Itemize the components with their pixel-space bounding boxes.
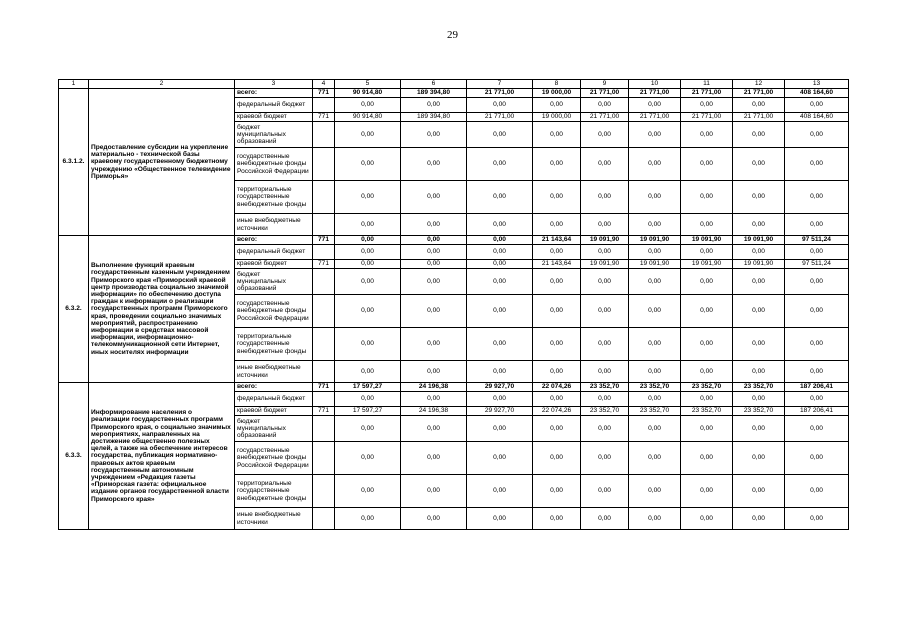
amount-cell: 0,00 [629,392,681,407]
amount-cell: 0,00 [785,416,849,442]
amount-cell: 19 091,90 [629,260,681,269]
amount-cell: 0,00 [733,122,785,148]
amount-cell: 0,00 [533,98,581,113]
amount-cell: 0,00 [335,328,401,361]
column-header: 5 [335,80,401,89]
funding-source: государственные внебюджетные фонды Российской Федерации [235,295,313,328]
amount-cell: 21 771,00 [467,113,533,122]
amount-cell: 0,00 [681,475,733,508]
amount-cell: 0,00 [401,122,467,148]
amount-cell: 0,00 [785,98,849,113]
amount-cell: 0,00 [581,245,629,260]
funding-source: территориальные государственные внебюджетные фонды [235,181,313,214]
amount-cell: 0,00 [467,295,533,328]
amount-cell: 0,00 [467,508,533,530]
amount-cell: 0,00 [681,122,733,148]
admin-code [313,214,335,236]
amount-cell: 24 196,38 [401,407,467,416]
admin-code: 771 [313,113,335,122]
funding-source: всего: [235,383,313,392]
funding-source: всего: [235,89,313,98]
amount-cell: 21 771,00 [581,113,629,122]
amount-cell: 0,00 [533,122,581,148]
funding-source: иные внебюджетные источники [235,508,313,530]
admin-code [313,361,335,383]
amount-cell: 0,00 [681,328,733,361]
column-header: 8 [533,80,581,89]
column-header: 13 [785,80,849,89]
column-header: 9 [581,80,629,89]
amount-cell: 0,00 [533,508,581,530]
amount-cell: 187 206,41 [785,383,849,392]
column-header: 10 [629,80,681,89]
amount-cell: 0,00 [533,361,581,383]
amount-cell: 22 074,26 [533,383,581,392]
column-header: 12 [733,80,785,89]
amount-cell: 0,00 [335,475,401,508]
amount-cell: 0,00 [335,245,401,260]
amount-cell: 0,00 [467,442,533,475]
amount-cell: 0,00 [733,245,785,260]
amount-cell: 408 164,60 [785,89,849,98]
funding-source: иные внебюджетные источники [235,214,313,236]
funding-source: краевой бюджет [235,260,313,269]
amount-cell: 19 091,90 [629,236,681,245]
amount-cell: 23 352,70 [581,383,629,392]
amount-cell: 0,00 [401,328,467,361]
amount-cell: 0,00 [629,181,681,214]
funding-source: краевой бюджет [235,113,313,122]
amount-cell: 187 206,41 [785,407,849,416]
amount-cell: 0,00 [629,295,681,328]
amount-cell: 21 771,00 [629,113,681,122]
funding-source: краевой бюджет [235,407,313,416]
amount-cell: 0,00 [629,245,681,260]
amount-cell: 19 091,90 [681,260,733,269]
amount-cell: 0,00 [581,475,629,508]
admin-code [313,508,335,530]
amount-cell: 0,00 [401,416,467,442]
column-header: 2 [89,80,235,89]
amount-cell: 21 771,00 [733,113,785,122]
amount-cell: 0,00 [785,442,849,475]
amount-cell: 21 771,00 [733,89,785,98]
admin-code [313,245,335,260]
amount-cell: 19 000,00 [533,113,581,122]
admin-code: 771 [313,89,335,98]
amount-cell: 0,00 [533,269,581,295]
amount-cell: 0,00 [533,442,581,475]
amount-cell: 0,00 [533,416,581,442]
amount-cell: 0,00 [335,392,401,407]
amount-cell: 189 394,80 [401,113,467,122]
amount-cell: 97 511,24 [785,236,849,245]
amount-cell: 0,00 [467,269,533,295]
amount-cell: 0,00 [335,181,401,214]
amount-cell: 0,00 [533,295,581,328]
amount-cell: 0,00 [733,392,785,407]
amount-cell: 0,00 [733,361,785,383]
admin-code [313,475,335,508]
amount-cell: 22 074,26 [533,407,581,416]
amount-cell: 23 352,70 [629,407,681,416]
amount-cell: 0,00 [581,442,629,475]
column-header: 11 [681,80,733,89]
amount-cell: 0,00 [785,214,849,236]
funding-source: федеральный бюджет [235,98,313,113]
amount-cell: 0,00 [785,475,849,508]
admin-code [313,148,335,181]
amount-cell: 19 000,00 [533,89,581,98]
amount-cell: 0,00 [733,214,785,236]
amount-cell: 19 091,90 [581,236,629,245]
admin-code [313,98,335,113]
amount-cell: 0,00 [681,181,733,214]
admin-code [313,269,335,295]
amount-cell: 0,00 [785,122,849,148]
amount-cell: 17 597,27 [335,383,401,392]
amount-cell: 0,00 [467,392,533,407]
amount-cell: 0,00 [335,416,401,442]
admin-code [313,442,335,475]
amount-cell: 0,00 [335,214,401,236]
funding-source: бюджет муниципальных образований [235,416,313,442]
amount-cell: 97 511,24 [785,260,849,269]
amount-cell: 19 091,90 [581,260,629,269]
amount-cell: 21 771,00 [681,113,733,122]
amount-cell: 0,00 [467,181,533,214]
amount-cell: 0,00 [401,392,467,407]
amount-cell: 0,00 [401,475,467,508]
amount-cell: 0,00 [581,269,629,295]
amount-cell: 0,00 [733,416,785,442]
amount-cell: 21 771,00 [581,89,629,98]
amount-cell: 0,00 [629,328,681,361]
amount-cell: 0,00 [581,392,629,407]
amount-cell: 0,00 [581,181,629,214]
amount-cell: 23 352,70 [733,383,785,392]
amount-cell: 21 771,00 [629,89,681,98]
amount-cell: 0,00 [733,442,785,475]
amount-cell: 0,00 [401,98,467,113]
amount-cell: 0,00 [681,214,733,236]
amount-cell: 0,00 [401,148,467,181]
amount-cell: 0,00 [681,269,733,295]
admin-code [313,392,335,407]
amount-cell: 0,00 [733,181,785,214]
item-code: 6.3.1.2. [59,89,89,236]
admin-code: 771 [313,407,335,416]
amount-cell: 0,00 [335,148,401,181]
item-description: Выполнение функций краевым государственным казенным учреждением Приморского края «Приморский краевой центр производства социально значимой информации» по обеспечению доступа граждан к информации о реализации государственных программ Приморского края, проведении социально значимых мероприятий, распространению информации в средствах массовой информации, информационно-телекоммуникационной сети Интернет, иных носителях информации [89,236,235,383]
amount-cell: 23 352,70 [581,407,629,416]
column-header: 7 [467,80,533,89]
amount-cell: 0,00 [401,295,467,328]
table-row [59,383,849,392]
amount-cell: 0,00 [335,236,401,245]
budget-table [58,79,849,530]
amount-cell: 0,00 [335,295,401,328]
item-description: Информирование населения о реализации государственных программ Приморского края, о социально значимых мероприятиях, направленных на достижение общественно полезных целей, а также на обеспечение интересов государства, публикация нормативно-правовых актов краевым государственным автономным учреждением «Редакция газеты «Приморская газета: официальное издание органов государственной власти Приморского края» [89,383,235,530]
admin-code: 771 [313,260,335,269]
amount-cell: 21 143,64 [533,260,581,269]
column-header: 6 [401,80,467,89]
amount-cell: 0,00 [533,245,581,260]
funding-source: всего: [235,236,313,245]
amount-cell: 29 927,70 [467,407,533,416]
amount-cell: 19 091,90 [733,260,785,269]
amount-cell: 0,00 [733,475,785,508]
amount-cell: 0,00 [401,508,467,530]
amount-cell: 0,00 [581,122,629,148]
amount-cell: 0,00 [467,122,533,148]
amount-cell: 0,00 [629,508,681,530]
admin-code [313,181,335,214]
amount-cell: 0,00 [467,214,533,236]
amount-cell: 23 352,70 [629,383,681,392]
amount-cell: 21 771,00 [681,89,733,98]
amount-cell: 0,00 [681,148,733,181]
amount-cell: 0,00 [681,508,733,530]
amount-cell: 0,00 [733,148,785,181]
amount-cell: 24 196,38 [401,383,467,392]
admin-code [313,328,335,361]
amount-cell: 21 771,00 [467,89,533,98]
funding-source: государственные внебюджетные фонды Российской Федерации [235,148,313,181]
amount-cell: 0,00 [335,442,401,475]
funding-source: бюджет муниципальных образований [235,122,313,148]
amount-cell: 0,00 [581,214,629,236]
column-header: 1 [59,80,89,89]
item-code: 6.3.3. [59,383,89,530]
amount-cell: 0,00 [335,508,401,530]
amount-cell: 0,00 [785,269,849,295]
amount-cell: 0,00 [629,269,681,295]
funding-source: иные внебюджетные источники [235,361,313,383]
amount-cell: 0,00 [785,361,849,383]
amount-cell: 0,00 [533,392,581,407]
amount-cell: 0,00 [401,361,467,383]
amount-cell: 0,00 [785,295,849,328]
amount-cell: 29 927,70 [467,383,533,392]
amount-cell: 0,00 [785,328,849,361]
amount-cell: 19 091,90 [733,236,785,245]
amount-cell: 0,00 [467,361,533,383]
amount-cell: 0,00 [581,98,629,113]
amount-cell: 21 143,64 [533,236,581,245]
amount-cell: 0,00 [681,295,733,328]
amount-cell: 0,00 [681,416,733,442]
amount-cell: 0,00 [581,328,629,361]
amount-cell: 408 164,60 [785,113,849,122]
column-header: 3 [235,80,313,89]
amount-cell: 0,00 [335,98,401,113]
amount-cell: 0,00 [733,98,785,113]
amount-cell: 0,00 [533,475,581,508]
amount-cell: 0,00 [785,392,849,407]
amount-cell: 0,00 [681,442,733,475]
admin-code: 771 [313,236,335,245]
amount-cell: 0,00 [629,361,681,383]
funding-source: территориальные государственные внебюджетные фонды [235,475,313,508]
funding-source: федеральный бюджет [235,245,313,260]
admin-code [313,295,335,328]
amount-cell: 0,00 [467,328,533,361]
amount-cell: 0,00 [401,442,467,475]
amount-cell: 0,00 [785,148,849,181]
amount-cell: 0,00 [785,245,849,260]
amount-cell: 0,00 [581,148,629,181]
amount-cell: 0,00 [533,148,581,181]
amount-cell: 0,00 [681,392,733,407]
amount-cell: 0,00 [335,269,401,295]
amount-cell: 0,00 [401,236,467,245]
amount-cell: 23 352,70 [681,383,733,392]
amount-cell: 0,00 [401,269,467,295]
amount-cell: 0,00 [335,361,401,383]
amount-cell: 0,00 [581,508,629,530]
amount-cell: 0,00 [401,245,467,260]
admin-code [313,416,335,442]
amount-cell: 0,00 [335,122,401,148]
amount-cell: 0,00 [681,245,733,260]
amount-cell: 0,00 [581,416,629,442]
amount-cell: 0,00 [467,475,533,508]
amount-cell: 0,00 [401,181,467,214]
amount-cell: 0,00 [629,122,681,148]
admin-code [313,122,335,148]
amount-cell: 0,00 [629,148,681,181]
item-description: Предоставление субсидии на укрепление материально - технической базы краевому государственному бюджетному учреждению «Общественное телевидение Приморья» [89,89,235,236]
funding-source: территориальные государственные внебюджетные фонды [235,328,313,361]
amount-cell: 0,00 [629,214,681,236]
page-number: 29 [447,29,458,41]
amount-cell: 0,00 [785,508,849,530]
amount-cell: 0,00 [785,181,849,214]
amount-cell: 0,00 [733,508,785,530]
amount-cell: 0,00 [533,214,581,236]
funding-source: государственные внебюджетные фонды Российской Федерации [235,442,313,475]
amount-cell: 0,00 [467,148,533,181]
amount-cell: 0,00 [629,98,681,113]
funding-source: бюджет муниципальных образований [235,269,313,295]
amount-cell: 0,00 [467,260,533,269]
amount-cell: 0,00 [629,416,681,442]
amount-cell: 0,00 [467,245,533,260]
amount-cell: 0,00 [629,475,681,508]
amount-cell: 0,00 [335,260,401,269]
amount-cell: 0,00 [533,328,581,361]
amount-cell: 0,00 [467,416,533,442]
amount-cell: 0,00 [681,98,733,113]
amount-cell: 23 352,70 [733,407,785,416]
amount-cell: 17 597,27 [335,407,401,416]
table-header-row [59,80,849,89]
amount-cell: 19 091,90 [681,236,733,245]
amount-cell: 23 352,70 [681,407,733,416]
amount-cell: 0,00 [467,236,533,245]
amount-cell: 0,00 [533,181,581,214]
amount-cell: 0,00 [401,260,467,269]
amount-cell: 0,00 [581,295,629,328]
amount-cell: 0,00 [733,269,785,295]
table-row [59,236,849,245]
column-header: 4 [313,80,335,89]
table-row [59,89,849,98]
amount-cell: 90 914,80 [335,113,401,122]
amount-cell: 90 914,80 [335,89,401,98]
item-code: 6.3.2. [59,236,89,383]
amount-cell: 0,00 [733,328,785,361]
amount-cell: 0,00 [681,361,733,383]
funding-source: федеральный бюджет [235,392,313,407]
amount-cell: 189 394,80 [401,89,467,98]
amount-cell: 0,00 [629,442,681,475]
amount-cell: 0,00 [733,295,785,328]
amount-cell: 0,00 [581,361,629,383]
amount-cell: 0,00 [467,98,533,113]
admin-code: 771 [313,383,335,392]
amount-cell: 0,00 [401,214,467,236]
